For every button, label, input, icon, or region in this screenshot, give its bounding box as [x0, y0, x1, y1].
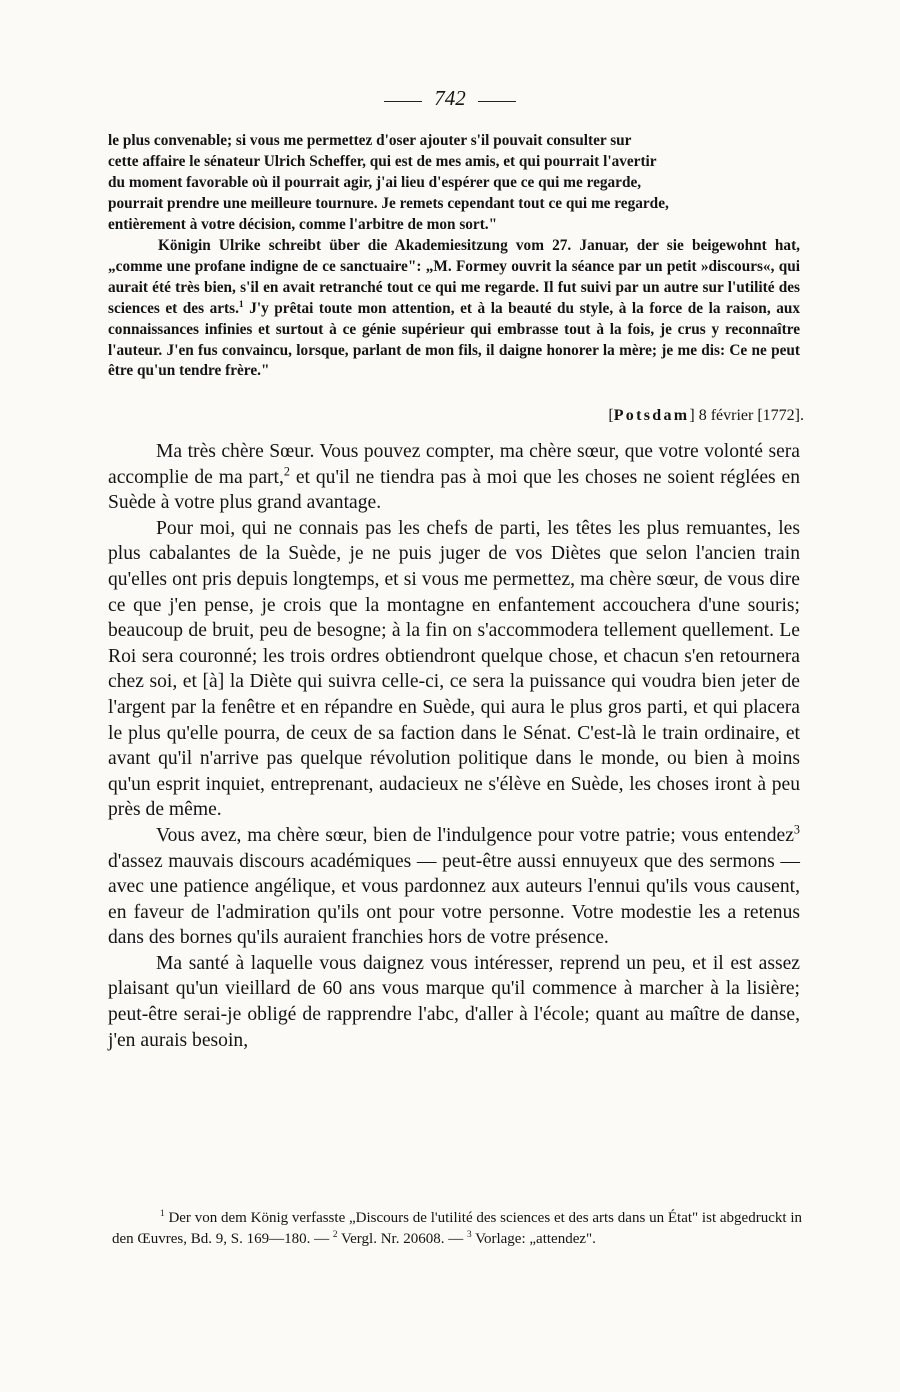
letter-end-line: pourrait prendre une meilleure tournure. Je remets cependant tout ce qui me regarde,	[108, 194, 669, 212]
letter-end-line: le plus convenable; si vous me permettez d'oser ajouter s'il pouvait consulter sur	[108, 132, 632, 149]
note-text: Königin Ulrike schreibt über die Akademiesitzung vom 27. Januar, der sie beigewohnt hat, „comme une profane indigne de ce sanctuaire": „M. Formey ouvrit la séance par un petit »discours«, qui aurait été très bien, s'il en avait retranché tout ce qui me regarde. Il fut suivi par un autre sur l'utilité des sciences et des arts.	[108, 237, 800, 317]
footnote-text: Der von dem König verfasste „Discours de l'utilité des sciences et des arts dans un État" ist abgedruckt in den Œuvres, Bd. 9, S. 169—180. —	[112, 1210, 802, 1247]
paragraph-text: Vous avez, ma chère sœur, bien de l'indulgence pour votre patrie; vous entendez	[156, 824, 794, 846]
letter-end-line: entièrement à votre décision, comme l'arbitre de mon sort."	[108, 215, 498, 233]
footnote-text: Vergl. Nr. 20608. —	[337, 1230, 464, 1247]
paragraph-text: Pour moi, qui ne connais pas les chefs de parti, les têtes les plus remuantes, les plus cabalantes de la Suède, je ne puis juger de vos Diètes que selon l'ancien train qu'elles ont pris depuis longtemps, et si vous me permettez, ma chère sœur, de vous dire ce que j'en pense, je crois que la montagne en enfantement accouchera d'une souris; beaucoup de bruit, peu de besogne; à la fin on s'accommodera tellement quellement. Le Roi sera couronné; les trois ordres obtiendront quelque chose, et chacun s'en retournera chez soi, et [à] la Diète qui suivra celle-ci, ce sera la puissance qui voudra bien jeter de l'argent par la fenêtre et en répandre en Suède, qui aura le plus gros parti, et qui placera le plus qu'elle pourra, de ceux de sa faction dans le Sénat. C'est-là le train ordinaire, et avant qu'il n'arrive pas quelque révolution politique dans le monde, ou bien à moins qu'un esprit inquiet, entreprenant, audacieux ne s'élève en Suède, les choses iront à peu près de même.	[108, 517, 800, 821]
header-rule-right	[478, 101, 516, 102]
footnote-mark: 3	[466, 1229, 472, 1240]
letter-paragraph	[108, 516, 800, 823]
page-number: 742	[434, 86, 466, 110]
letter-paragraph	[108, 951, 800, 1053]
letter-end-line: cette affaire le sénateur Ulrich Scheffer, qui est de mes amis, et qui pourrait l'avertir	[108, 152, 657, 170]
editorial-note-paragraph	[108, 236, 800, 382]
paragraph-text-continued: et qu'il ne tiendra pas à moi que les choses ne soient réglées en Suède à votre plus grand avantage.	[108, 466, 801, 514]
paragraph-text: Ma santé à laquelle vous daignez vous intéresser, reprend un peu, et il est assez plaisant qu'un vieillard de 60 ans vous marque qu'il commence à marcher à la lisière; peut-être serai-je obligé de rapprendre l'abc, d'aller à l'école; quant au maître de danse, j'en aurais besoin,	[108, 952, 800, 1051]
paragraph-text-continued: d'assez mauvais discours académiques — peut-être aussi ennuyeux que des sermons — avec une patience angélique, et vous pardonnez aux auteurs l'ennui qu'ils vous causent, en faveur de l'admiration qu'ils ont pour votre personne. Votre modestie les a retenus dans des bornes qu'ils auraient franchies hors de votre présence.	[108, 850, 800, 949]
footnote-ref: 3	[793, 822, 800, 837]
header-rule-left	[384, 101, 422, 102]
letter-paragraph	[108, 823, 800, 951]
dateline-year: 1772	[762, 407, 795, 424]
letter-body	[108, 439, 800, 1053]
dateline-place: Potsdam	[613, 407, 690, 424]
footnote-block	[112, 1208, 802, 1249]
footnote-mark: 2	[332, 1229, 338, 1240]
footnote-ref: 2	[283, 464, 290, 479]
dateline-date: 8 février	[698, 407, 754, 424]
dateline: [Potsdam] 8 février [1772].	[608, 407, 804, 424]
letter-paragraph	[108, 439, 800, 516]
note-text-continued: J'y prêtai toute mon attention, et à la beauté du style, à la force de la raison, aux connaissances infinies et surtout à ce génie supérieur qui embrasse tout à la fois, je crus y reconnaître l'auteur. J'en fus convaincu, lorsque, parlant de mon fils, il daigne honorer la mère; je me dis: Ce ne peut être qu'un tendre frère."	[108, 299, 800, 380]
letter-end-line: du moment favorable où il pourrait agir, j'ai lieu d'espérer que ce qui me regarde,	[108, 173, 642, 191]
editorial-note	[108, 236, 800, 382]
letter-end-block	[108, 131, 800, 236]
paragraph-text: Ma très chère Sœur. Vous pouvez compter, ma chère sœur, que votre volonté sera accomplie de ma part,	[108, 441, 800, 488]
footnote-mark: 1	[160, 1209, 165, 1219]
footnotes	[112, 1208, 802, 1249]
footnote-ref: 1	[238, 299, 244, 310]
footnote-text: Vorlage: „attendez".	[471, 1230, 596, 1247]
page-header	[0, 86, 900, 111]
